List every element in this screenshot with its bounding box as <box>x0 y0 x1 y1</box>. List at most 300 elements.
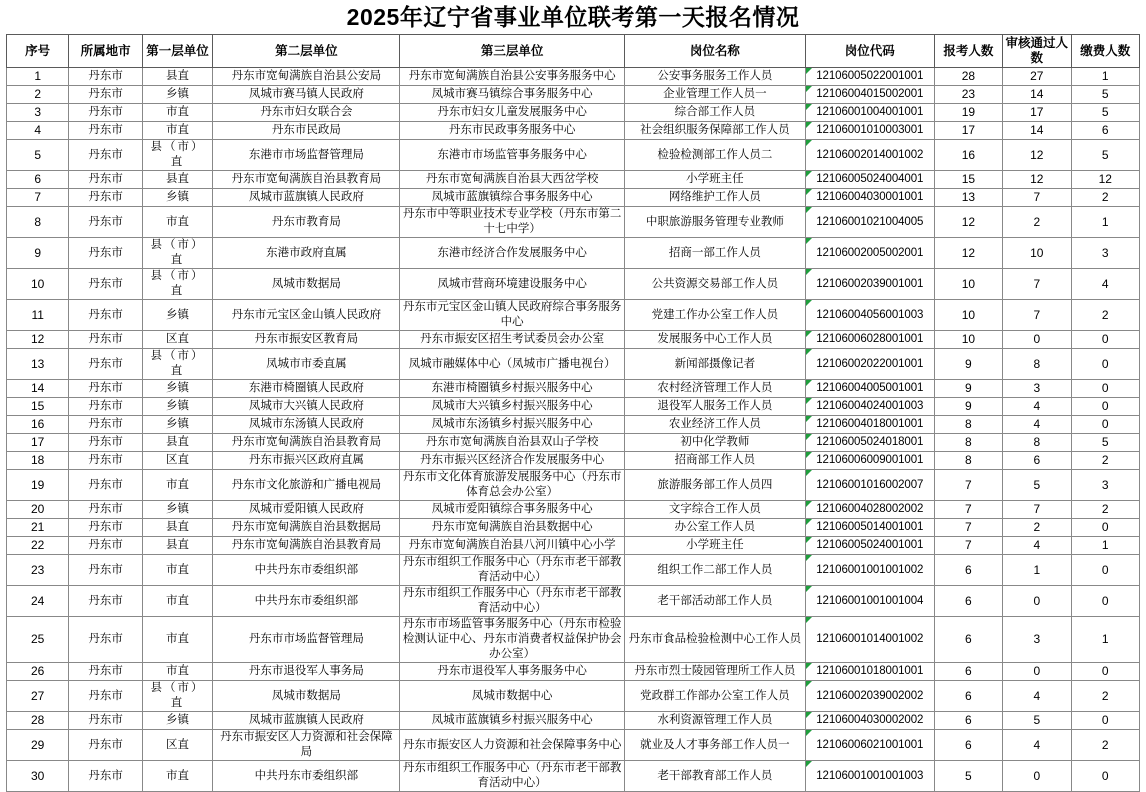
error-flag-icon <box>806 269 812 275</box>
cell-code-text: 12106006009001001 <box>816 454 924 466</box>
cell-applicants: 6 <box>934 681 1002 712</box>
error-flag-icon <box>806 681 812 687</box>
cell-level1: 乡镇 <box>142 300 212 331</box>
error-flag-icon <box>806 189 812 195</box>
table-row <box>7 537 1140 555</box>
cell-applicants: 6 <box>934 617 1002 663</box>
cell-applicants: 23 <box>934 86 1002 104</box>
table-row <box>7 398 1140 416</box>
cell-level2: 东港市政府直属 <box>213 238 400 269</box>
cell-code-text: 12106004030002002 <box>816 714 924 726</box>
cell-applicants: 12 <box>934 207 1002 238</box>
cell-position: 水利资源管理工作人员 <box>624 712 805 730</box>
cell-level1: 区直 <box>142 452 212 470</box>
cell-seq: 1 <box>7 68 69 86</box>
cell-approved: 4 <box>1003 398 1071 416</box>
cell-applicants: 6 <box>934 730 1002 761</box>
cell-code-text: 12106001004001001 <box>816 106 924 118</box>
cell-code-text: 12106005024001001 <box>816 539 924 551</box>
cell-city: 丹东市 <box>69 140 142 171</box>
cell-level1: 市直 <box>142 761 212 792</box>
cell-code <box>805 501 934 519</box>
cell-paid: 0 <box>1071 761 1139 792</box>
cell-position: 党建工作办公室工作人员 <box>624 300 805 331</box>
table-row <box>7 238 1140 269</box>
cell-level3: 丹东市振安区招生考试委员会办公室 <box>400 331 624 349</box>
cell-city: 丹东市 <box>69 416 142 434</box>
cell-approved: 0 <box>1003 663 1071 681</box>
cell-code <box>805 555 934 586</box>
cell-city: 丹东市 <box>69 380 142 398</box>
table-row <box>7 663 1140 681</box>
cell-position: 中职旅游服务管理专业教师 <box>624 207 805 238</box>
cell-level2: 中共丹东市委组织部 <box>213 555 400 586</box>
cell-position: 招商部工作人员 <box>624 452 805 470</box>
cell-level1: 市直 <box>142 104 212 122</box>
cell-applicants: 6 <box>934 586 1002 617</box>
error-flag-icon <box>806 586 812 592</box>
cell-position: 丹东市烈士陵园管理所工作人员 <box>624 663 805 681</box>
cell-level3: 丹东市宽甸满族自治县数据中心 <box>400 519 624 537</box>
cell-level3: 凤城市大兴镇乡村振兴服务中心 <box>400 398 624 416</box>
cell-code <box>805 207 934 238</box>
cell-approved: 12 <box>1003 171 1071 189</box>
cell-level1: 县直 <box>142 537 212 555</box>
cell-code-text: 12106001001001003 <box>816 769 924 782</box>
error-flag-icon <box>806 300 812 306</box>
table-row <box>7 380 1140 398</box>
error-flag-icon <box>806 380 812 386</box>
table-row <box>7 519 1140 537</box>
cell-code-text: 12106006028001001 <box>816 333 924 345</box>
cell-seq: 23 <box>7 555 69 586</box>
cell-city: 丹东市 <box>69 555 142 586</box>
cell-code <box>805 269 934 300</box>
cell-level1: 县直 <box>142 171 212 189</box>
cell-code <box>805 681 934 712</box>
cell-level1: 市直 <box>142 122 212 140</box>
cell-approved: 5 <box>1003 470 1071 501</box>
cell-city: 丹东市 <box>69 617 142 663</box>
cell-applicants: 10 <box>934 269 1002 300</box>
cell-code <box>805 730 934 761</box>
cell-city: 丹东市 <box>69 207 142 238</box>
cell-paid: 5 <box>1071 140 1139 171</box>
cell-paid: 1 <box>1071 617 1139 663</box>
cell-level1: 乡镇 <box>142 86 212 104</box>
table-row <box>7 349 1140 380</box>
registration-table <box>6 34 1140 792</box>
cell-paid: 0 <box>1071 555 1139 586</box>
cell-city: 丹东市 <box>69 663 142 681</box>
cell-level2: 丹东市元宝区金山镇人民政府 <box>213 300 400 331</box>
table-row <box>7 761 1140 792</box>
table-row <box>7 122 1140 140</box>
cell-position: 党政群工作部办公室工作人员 <box>624 681 805 712</box>
cell-city: 丹东市 <box>69 730 142 761</box>
cell-code <box>805 663 934 681</box>
cell-approved: 27 <box>1003 68 1071 86</box>
cell-level1: 市直 <box>142 470 212 501</box>
cell-position: 退役军人服务工作人员 <box>624 398 805 416</box>
table-row <box>7 681 1140 712</box>
cell-applicants: 6 <box>934 712 1002 730</box>
cell-position: 招商一部工作人员 <box>624 238 805 269</box>
cell-level3: 丹东市组织工作服务中心（丹东市老干部教育活动中心） <box>400 761 624 792</box>
cell-level3: 丹东市退役军人事务服务中心 <box>400 663 624 681</box>
cell-level2: 凤城市市委直属 <box>213 349 400 380</box>
cell-code-text: 12106004024001003 <box>816 400 924 412</box>
table-row <box>7 712 1140 730</box>
cell-paid: 0 <box>1071 416 1139 434</box>
cell-code-text: 12106004030001001 <box>816 191 924 203</box>
cell-level3: 丹东市元宝区金山镇人民政府综合事务服务中心 <box>400 300 624 331</box>
cell-seq: 11 <box>7 300 69 331</box>
cell-seq: 12 <box>7 331 69 349</box>
cell-level3: 东港市市场监管事务服务中心 <box>400 140 624 171</box>
cell-level2: 凤城市大兴镇人民政府 <box>213 398 400 416</box>
cell-seq: 14 <box>7 380 69 398</box>
cell-applicants: 6 <box>934 663 1002 681</box>
cell-position: 老干部活动部工作人员 <box>624 586 805 617</box>
cell-code-text: 12106002022001001 <box>816 357 924 370</box>
cell-approved: 3 <box>1003 617 1071 663</box>
column-header-seq: 序号 <box>7 35 69 68</box>
cell-level2: 中共丹东市委组织部 <box>213 586 400 617</box>
cell-position: 初中化学教师 <box>624 434 805 452</box>
cell-level1: 县（市）直 <box>142 349 212 380</box>
cell-level2: 凤城市蓝旗镇人民政府 <box>213 712 400 730</box>
cell-seq: 20 <box>7 501 69 519</box>
cell-position: 文字综合工作人员 <box>624 501 805 519</box>
cell-paid: 4 <box>1071 269 1139 300</box>
cell-approved: 0 <box>1003 331 1071 349</box>
cell-level2: 丹东市振安区人力资源和社会保障局 <box>213 730 400 761</box>
error-flag-icon <box>806 238 812 244</box>
cell-seq: 22 <box>7 537 69 555</box>
error-flag-icon <box>806 349 812 355</box>
error-flag-icon <box>806 761 812 767</box>
cell-code <box>805 331 934 349</box>
cell-level2: 丹东市宽甸满族自治县教育局 <box>213 171 400 189</box>
cell-level2: 丹东市退役军人事务局 <box>213 663 400 681</box>
cell-applicants: 7 <box>934 537 1002 555</box>
cell-level2: 凤城市爱阳镇人民政府 <box>213 501 400 519</box>
cell-code <box>805 238 934 269</box>
cell-level1: 县（市）直 <box>142 238 212 269</box>
error-flag-icon <box>806 519 812 525</box>
cell-city: 丹东市 <box>69 122 142 140</box>
cell-level2: 东港市椅圈镇人民政府 <box>213 380 400 398</box>
cell-paid: 2 <box>1071 501 1139 519</box>
cell-level3: 丹东市中等职业技术专业学校（丹东市第二十七中学） <box>400 207 624 238</box>
error-flag-icon <box>806 104 812 110</box>
table-row <box>7 269 1140 300</box>
column-header-level1: 第一层单位 <box>142 35 212 68</box>
cell-code <box>805 380 934 398</box>
cell-code-text: 12106002039001001 <box>816 277 924 290</box>
error-flag-icon <box>806 537 812 543</box>
cell-seq: 25 <box>7 617 69 663</box>
cell-city: 丹东市 <box>69 331 142 349</box>
cell-applicants: 9 <box>934 398 1002 416</box>
column-header-code: 岗位代码 <box>805 35 934 68</box>
cell-level2: 凤城市数据局 <box>213 269 400 300</box>
cell-code <box>805 617 934 663</box>
cell-paid: 0 <box>1071 712 1139 730</box>
cell-level3: 丹东市民政事务服务中心 <box>400 122 624 140</box>
cell-applicants: 9 <box>934 380 1002 398</box>
cell-code <box>805 416 934 434</box>
cell-level3: 丹东市宽甸满族自治县八河川镇中心小学 <box>400 537 624 555</box>
column-header-level2: 第二层单位 <box>213 35 400 68</box>
table-row <box>7 470 1140 501</box>
column-header-position: 岗位名称 <box>624 35 805 68</box>
cell-seq: 29 <box>7 730 69 761</box>
cell-applicants: 9 <box>934 349 1002 380</box>
cell-city: 丹东市 <box>69 537 142 555</box>
cell-level3: 丹东市宽甸满族自治县大西岔学校 <box>400 171 624 189</box>
page-title: 2025年辽宁省事业单位联考第一天报名情况 <box>346 4 800 30</box>
cell-seq: 4 <box>7 122 69 140</box>
cell-applicants: 10 <box>934 331 1002 349</box>
cell-position: 网络维护工作人员 <box>624 189 805 207</box>
cell-level2: 丹东市市场监督管理局 <box>213 617 400 663</box>
cell-city: 丹东市 <box>69 171 142 189</box>
cell-code-text: 12106004028002002 <box>816 503 924 515</box>
cell-paid: 1 <box>1071 68 1139 86</box>
cell-paid: 0 <box>1071 349 1139 380</box>
cell-code-text: 12106005014001001 <box>816 521 924 533</box>
cell-paid: 5 <box>1071 434 1139 452</box>
cell-paid: 12 <box>1071 171 1139 189</box>
cell-level2: 丹东市教育局 <box>213 207 400 238</box>
cell-level2: 凤城市数据局 <box>213 681 400 712</box>
cell-city: 丹东市 <box>69 681 142 712</box>
cell-approved: 7 <box>1003 300 1071 331</box>
cell-level2: 凤城市蓝旗镇人民政府 <box>213 189 400 207</box>
cell-code <box>805 434 934 452</box>
cell-level1: 县（市）直 <box>142 681 212 712</box>
cell-paid: 0 <box>1071 586 1139 617</box>
cell-level3: 丹东市文化体育旅游发展服务中心（丹东市体育总会办公室） <box>400 470 624 501</box>
table-row <box>7 730 1140 761</box>
cell-city: 丹东市 <box>69 761 142 792</box>
cell-seq: 10 <box>7 269 69 300</box>
cell-code <box>805 452 934 470</box>
cell-seq: 2 <box>7 86 69 104</box>
error-flag-icon <box>806 617 812 623</box>
cell-seq: 9 <box>7 238 69 269</box>
cell-level3: 东港市椅圈镇乡村振兴服务中心 <box>400 380 624 398</box>
table-row <box>7 300 1140 331</box>
cell-level3: 凤城市蓝旗镇综合事务服务中心 <box>400 189 624 207</box>
cell-level2: 东港市市场监督管理局 <box>213 140 400 171</box>
table-row <box>7 452 1140 470</box>
error-flag-icon <box>806 331 812 337</box>
cell-code-text: 12106001018001001 <box>816 665 924 677</box>
cell-paid: 3 <box>1071 238 1139 269</box>
cell-position: 就业及人才事务部工作人员一 <box>624 730 805 761</box>
cell-paid: 2 <box>1071 300 1139 331</box>
cell-code-text: 12106002039002002 <box>816 689 924 702</box>
cell-code-text: 12106002014001002 <box>816 148 924 161</box>
cell-position: 组织工作二部工作人员 <box>624 555 805 586</box>
cell-level1: 市直 <box>142 207 212 238</box>
cell-level2: 丹东市文化旅游和广播电视局 <box>213 470 400 501</box>
cell-position: 旅游服务部工作人员四 <box>624 470 805 501</box>
table-row <box>7 331 1140 349</box>
cell-position: 办公室工作人员 <box>624 519 805 537</box>
error-flag-icon <box>806 712 812 718</box>
cell-code-text: 12106002005002001 <box>816 246 924 259</box>
cell-level1: 市直 <box>142 617 212 663</box>
cell-code-text: 12106001016002007 <box>816 478 924 491</box>
error-flag-icon <box>806 555 812 561</box>
cell-city: 丹东市 <box>69 519 142 537</box>
cell-approved: 0 <box>1003 761 1071 792</box>
cell-level2: 丹东市振安区教育局 <box>213 331 400 349</box>
cell-level3: 凤城市东汤镇乡村振兴服务中心 <box>400 416 624 434</box>
cell-level1: 县（市）直 <box>142 269 212 300</box>
cell-paid: 6 <box>1071 122 1139 140</box>
cell-code <box>805 470 934 501</box>
cell-level3: 凤城市赛马镇综合事务服务中心 <box>400 86 624 104</box>
error-flag-icon <box>806 434 812 440</box>
cell-city: 丹东市 <box>69 104 142 122</box>
table-row <box>7 104 1140 122</box>
cell-level3: 丹东市组织工作服务中心（丹东市老干部教育活动中心） <box>400 586 624 617</box>
cell-level1: 县（市）直 <box>142 140 212 171</box>
cell-level2: 丹东市宽甸满族自治县教育局 <box>213 434 400 452</box>
cell-approved: 4 <box>1003 730 1071 761</box>
error-flag-icon <box>806 86 812 92</box>
cell-level3: 丹东市市场监管事务服务中心（丹东市检验检测认证中心、丹东市消费者权益保护协会办公室） <box>400 617 624 663</box>
error-flag-icon <box>806 730 812 736</box>
cell-seq: 30 <box>7 761 69 792</box>
cell-level2: 中共丹东市委组织部 <box>213 761 400 792</box>
cell-city: 丹东市 <box>69 238 142 269</box>
table-row <box>7 86 1140 104</box>
cell-level1: 乡镇 <box>142 501 212 519</box>
cell-level1: 乡镇 <box>142 380 212 398</box>
cell-position: 公安事务服务工作人员 <box>624 68 805 86</box>
cell-seq: 17 <box>7 434 69 452</box>
cell-level2: 凤城市赛马镇人民政府 <box>213 86 400 104</box>
cell-level1: 市直 <box>142 555 212 586</box>
cell-city: 丹东市 <box>69 452 142 470</box>
cell-city: 丹东市 <box>69 470 142 501</box>
cell-city: 丹东市 <box>69 86 142 104</box>
cell-code <box>805 761 934 792</box>
cell-code <box>805 68 934 86</box>
cell-seq: 28 <box>7 712 69 730</box>
error-flag-icon <box>806 398 812 404</box>
cell-applicants: 17 <box>934 122 1002 140</box>
cell-code-text: 12106005024004001 <box>816 173 924 185</box>
cell-approved: 7 <box>1003 501 1071 519</box>
cell-code-text: 12106006021001001 <box>816 738 924 751</box>
cell-position: 综合部工作人员 <box>624 104 805 122</box>
cell-applicants: 19 <box>934 104 1002 122</box>
cell-level3: 凤城市融媒体中心（凤城市广播电视台） <box>400 349 624 380</box>
cell-approved: 1 <box>1003 555 1071 586</box>
cell-level2: 丹东市妇女联合会 <box>213 104 400 122</box>
cell-approved: 6 <box>1003 452 1071 470</box>
error-flag-icon <box>806 452 812 458</box>
cell-city: 丹东市 <box>69 712 142 730</box>
cell-seq: 13 <box>7 349 69 380</box>
cell-code <box>805 519 934 537</box>
error-flag-icon <box>806 501 812 507</box>
cell-seq: 5 <box>7 140 69 171</box>
cell-code <box>805 140 934 171</box>
cell-approved: 0 <box>1003 586 1071 617</box>
cell-level3: 丹东市宽甸满族自治县公安事务服务中心 <box>400 68 624 86</box>
cell-seq: 15 <box>7 398 69 416</box>
cell-approved: 2 <box>1003 519 1071 537</box>
cell-level1: 县直 <box>142 519 212 537</box>
cell-level2: 丹东市振兴区政府直属 <box>213 452 400 470</box>
table-body <box>7 68 1140 792</box>
cell-code <box>805 171 934 189</box>
cell-level2: 丹东市宽甸满族自治县数据局 <box>213 519 400 537</box>
cell-code-text: 12106001010003001 <box>816 124 924 136</box>
cell-level1: 市直 <box>142 586 212 617</box>
cell-code <box>805 189 934 207</box>
cell-paid: 0 <box>1071 380 1139 398</box>
cell-level3: 凤城市蓝旗镇乡村振兴服务中心 <box>400 712 624 730</box>
cell-level1: 乡镇 <box>142 416 212 434</box>
cell-position: 社会组织服务保障部工作人员 <box>624 122 805 140</box>
cell-paid: 2 <box>1071 189 1139 207</box>
cell-paid: 5 <box>1071 86 1139 104</box>
cell-code-text: 12106004005001001 <box>816 382 924 394</box>
cell-applicants: 8 <box>934 416 1002 434</box>
cell-approved: 8 <box>1003 434 1071 452</box>
error-flag-icon <box>806 207 812 213</box>
cell-seq: 19 <box>7 470 69 501</box>
cell-position: 发展服务中心工作人员 <box>624 331 805 349</box>
cell-city: 丹东市 <box>69 501 142 519</box>
cell-seq: 18 <box>7 452 69 470</box>
cell-level3: 凤城市数据中心 <box>400 681 624 712</box>
table-row <box>7 501 1140 519</box>
cell-city: 丹东市 <box>69 586 142 617</box>
error-flag-icon <box>806 68 812 74</box>
table-row <box>7 617 1140 663</box>
error-flag-icon <box>806 122 812 128</box>
cell-level3: 东港市经济合作发展服务中心 <box>400 238 624 269</box>
cell-code-text: 12106005022001001 <box>816 70 924 82</box>
cell-code <box>805 86 934 104</box>
cell-city: 丹东市 <box>69 269 142 300</box>
cell-approved: 10 <box>1003 238 1071 269</box>
cell-level2: 丹东市民政局 <box>213 122 400 140</box>
cell-code <box>805 104 934 122</box>
cell-code-text: 12106004056001003 <box>816 308 924 321</box>
cell-code-text: 12106005024018001 <box>816 436 924 448</box>
cell-level2: 丹东市宽甸满族自治县公安局 <box>213 68 400 86</box>
cell-level1: 县直 <box>142 434 212 452</box>
table-row <box>7 416 1140 434</box>
cell-city: 丹东市 <box>69 434 142 452</box>
cell-level1: 市直 <box>142 663 212 681</box>
cell-seq: 24 <box>7 586 69 617</box>
cell-code-text: 12106001001001002 <box>816 563 924 576</box>
cell-paid: 2 <box>1071 681 1139 712</box>
table-row <box>7 207 1140 238</box>
